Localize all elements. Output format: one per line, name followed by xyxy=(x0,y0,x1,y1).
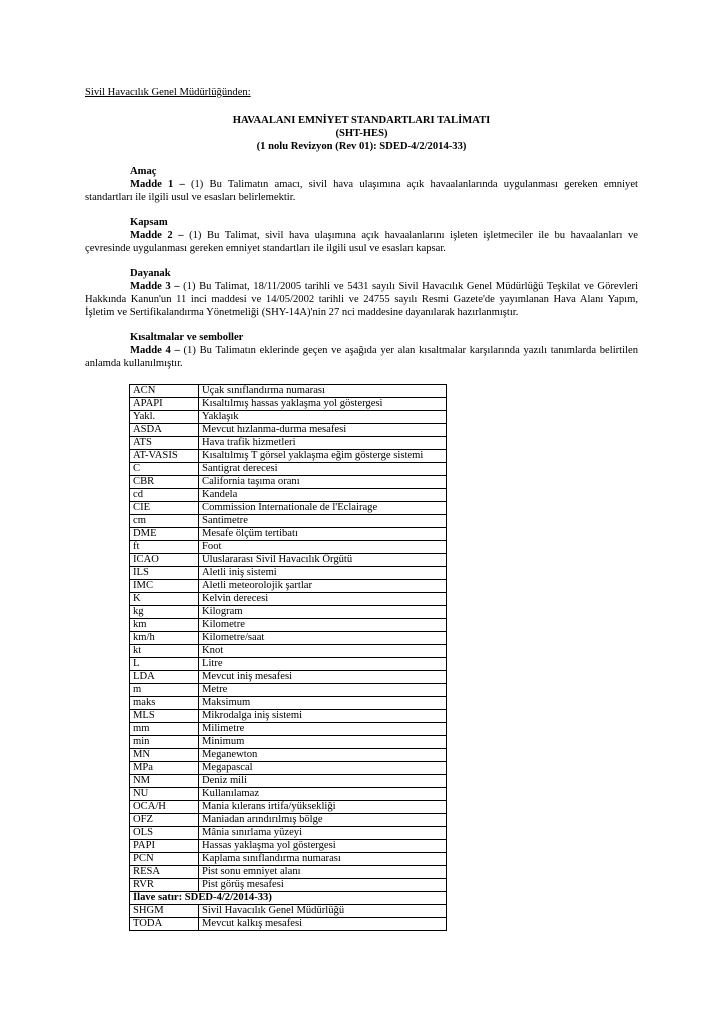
definition-cell: Deniz mili xyxy=(199,775,447,788)
abbreviation-cell: OFZ xyxy=(130,814,199,827)
definition-cell: Mevcut iniş mesafesi xyxy=(199,671,447,684)
abbreviation-cell: TODA xyxy=(130,918,199,931)
abbreviation-cell: kg xyxy=(130,606,199,619)
abbreviation-cell: MLS xyxy=(130,710,199,723)
section-paragraph xyxy=(85,280,638,319)
table-row xyxy=(130,801,447,814)
abbreviation-cell: ATS xyxy=(130,437,199,450)
issuing-organization: Sivil Havacılık Genel Müdürlüğünden: xyxy=(85,87,251,98)
table-row xyxy=(130,684,447,697)
abbreviation-cell: APAPI xyxy=(130,398,199,411)
table-row xyxy=(130,463,447,476)
abbreviation-cell: DME xyxy=(130,528,199,541)
article-text: (1) Bu Talimatın amacı, sivil hava ulaşımına açık havaalanlarında uygulanması gereken emniyet standartları ile ilgili usul ve esasları belirlemektir. xyxy=(85,179,638,203)
abbreviation-cell: km xyxy=(130,619,199,632)
abbreviation-cell: MPa xyxy=(130,762,199,775)
section-heading: Kısaltmalar ve semboller xyxy=(130,332,244,343)
section-kisaltmalar xyxy=(85,331,638,370)
article-number: Madde 1 – xyxy=(130,179,185,190)
definition-cell: Hassas yaklaşma yol göstergesi xyxy=(199,840,447,853)
definition-cell: Minimum xyxy=(199,736,447,749)
definition-cell: Mevcut hızlanma-durma mesafesi xyxy=(199,424,447,437)
article-number: Madde 4 – xyxy=(130,345,180,356)
definition-cell: Kısaltılmış hassas yaklaşma yol göstergesi xyxy=(199,398,447,411)
abbreviation-cell: IMC xyxy=(130,580,199,593)
abbreviation-cell: kt xyxy=(130,645,199,658)
abbreviation-cell: OLS xyxy=(130,827,199,840)
table-row xyxy=(130,762,447,775)
section-kapsam xyxy=(85,216,638,255)
definition-cell: Commission Internationale de l'Eclairage xyxy=(199,502,447,515)
section-dayanak xyxy=(85,267,638,319)
definition-cell: Pist sonu emniyet alanı xyxy=(199,866,447,879)
definition-cell: Maniadan arındırılmış bölge xyxy=(199,814,447,827)
table-row xyxy=(130,541,447,554)
table-row xyxy=(130,437,447,450)
document-page xyxy=(85,86,638,931)
table-row xyxy=(130,658,447,671)
section-paragraph xyxy=(85,178,638,204)
table-row xyxy=(130,918,447,931)
table-row xyxy=(130,905,447,918)
abbreviation-cell: PCN xyxy=(130,853,199,866)
definition-cell: Kaplama sınıflandırma numarası xyxy=(199,853,447,866)
abbreviation-cell: maks xyxy=(130,697,199,710)
table-row xyxy=(130,593,447,606)
table-row xyxy=(130,632,447,645)
abbreviation-cell: SHGM xyxy=(130,905,199,918)
table-row xyxy=(130,554,447,567)
table-row xyxy=(130,645,447,658)
abbreviation-cell: mm xyxy=(130,723,199,736)
section-heading: Kapsam xyxy=(130,217,168,228)
definition-cell: Mesafe ölçüm tertibatı xyxy=(199,528,447,541)
definition-cell: Mevcut kalkış mesafesi xyxy=(199,918,447,931)
definition-cell: Mânia sınırlama yüzeyi xyxy=(199,827,447,840)
abbreviation-cell: CBR xyxy=(130,476,199,489)
document-title: HAVAALANI EMNİYET STANDARTLARI TALİMATI xyxy=(232,115,491,126)
table-row xyxy=(130,840,447,853)
table-row xyxy=(130,450,447,463)
table-row xyxy=(130,736,447,749)
table-row xyxy=(130,567,447,580)
definition-cell: Kullanılamaz xyxy=(199,788,447,801)
article-text: (1) Bu Talimatın eklerinde geçen ve aşağıda yer alan kısaltmalar karşılarında yazılı tanımlarda belirtilen anlamda kullanılmıştır. xyxy=(85,345,638,369)
table-row xyxy=(130,671,447,684)
abbreviation-cell: K xyxy=(130,593,199,606)
table-row xyxy=(130,502,447,515)
definition-cell: Sivil Havacılık Genel Müdürlüğü xyxy=(199,905,447,918)
article-number: Madde 3 – xyxy=(130,281,180,292)
definition-cell: Mania kılerans irtifa/yüksekliği xyxy=(199,801,447,814)
abbreviation-cell: CIE xyxy=(130,502,199,515)
abbreviation-cell: min xyxy=(130,736,199,749)
definition-cell: Maksimum xyxy=(199,697,447,710)
table-row xyxy=(130,398,447,411)
definition-cell: Litre xyxy=(199,658,447,671)
abbreviation-cell: NM xyxy=(130,775,199,788)
definition-cell: Foot xyxy=(199,541,447,554)
abbreviation-cell: ILS xyxy=(130,567,199,580)
table-row xyxy=(130,697,447,710)
definition-cell: Kilogram xyxy=(199,606,447,619)
table-row xyxy=(130,606,447,619)
table-row xyxy=(130,710,447,723)
abbreviation-cell: OCA/H xyxy=(130,801,199,814)
abbreviation-cell: C xyxy=(130,463,199,476)
table-row xyxy=(130,892,447,905)
definition-cell: Metre xyxy=(199,684,447,697)
abbreviation-cell: RVR xyxy=(130,879,199,892)
article-text: (1) Bu Talimat, 18/11/2005 tarihli ve 5431 sayılı Sivil Havacılık Genel Müdürlüğü Teşkilat ve Görevleri Hakkında Kanun'un 11 inci maddesi ve 14/05/2002 tarihli ve 24755 sayılı Resmi Gazete'de yayımlanan Hava Alanı Yapım, İşletim ve Sertifikalandırma Yönetmeliği (SHY-14A)'nin 27 nci maddesine dayanılarak hazırlanmıştır. xyxy=(85,281,639,318)
table-row xyxy=(130,476,447,489)
table-row xyxy=(130,853,447,866)
definition-cell: Kandela xyxy=(199,489,447,502)
abbreviation-cell: MN xyxy=(130,749,199,762)
table-row xyxy=(130,775,447,788)
table-note-cell: İlave satır: SDED-4/2/2014-33) xyxy=(130,892,447,905)
abbreviation-cell: ASDA xyxy=(130,424,199,437)
abbreviation-cell: RESA xyxy=(130,866,199,879)
definition-cell: Kilometre xyxy=(199,619,447,632)
definition-cell: Kısaltılmış T görsel yaklaşma eğim gösterge sistemi xyxy=(199,450,447,463)
section-heading: Dayanak xyxy=(130,268,171,279)
definition-cell: Uçak sınıflandırma numarası xyxy=(199,385,447,398)
definition-cell: Yaklaşık xyxy=(199,411,447,424)
abbreviation-cell: PAPI xyxy=(130,840,199,853)
abbreviation-cell: m xyxy=(130,684,199,697)
table-row xyxy=(130,723,447,736)
definition-cell: Hava trafik hizmetleri xyxy=(199,437,447,450)
table-row xyxy=(130,528,447,541)
definition-cell: Aletli meteorolojik şartlar xyxy=(199,580,447,593)
table-row xyxy=(130,749,447,762)
section-paragraph xyxy=(85,229,638,255)
table-row xyxy=(130,411,447,424)
table-row xyxy=(130,619,447,632)
definition-cell: Aletli iniş sistemi xyxy=(199,567,447,580)
abbreviation-cell: cd xyxy=(130,489,199,502)
definition-cell: California taşıma oranı xyxy=(199,476,447,489)
definition-cell: Pist görüş mesafesi xyxy=(199,879,447,892)
article-number: Madde 2 – xyxy=(130,230,184,241)
table-row xyxy=(130,827,447,840)
table-row xyxy=(130,866,447,879)
abbreviation-cell: L xyxy=(130,658,199,671)
document-title-block xyxy=(85,114,638,153)
table-row xyxy=(130,489,447,502)
table-row xyxy=(130,788,447,801)
table-row xyxy=(130,424,447,437)
table-row xyxy=(130,814,447,827)
abbreviations-table-body xyxy=(130,385,447,931)
abbreviation-cell: cm xyxy=(130,515,199,528)
table-row xyxy=(130,515,447,528)
abbreviation-cell: ft xyxy=(130,541,199,554)
abbreviation-cell: AT-VASIS xyxy=(130,450,199,463)
abbreviations-table xyxy=(129,384,447,931)
definition-cell: Uluslararası Sivil Havacılık Örgütü xyxy=(199,554,447,567)
definition-cell: Milimetre xyxy=(199,723,447,736)
definition-cell: Kelvin derecesi xyxy=(199,593,447,606)
abbreviation-cell: NU xyxy=(130,788,199,801)
definition-cell: Santimetre xyxy=(199,515,447,528)
definition-cell: Knot xyxy=(199,645,447,658)
abbreviation-cell: Yakl. xyxy=(130,411,199,424)
table-row xyxy=(130,385,447,398)
section-paragraph xyxy=(85,344,638,370)
abbreviation-cell: LDA xyxy=(130,671,199,684)
article-text: (1) Bu Talimat, sivil hava ulaşımına açık havaalanlarını işleten işletmeciler ile bu havaalanları ve çevresinde uygulanması gereken emniyet standartları ile ilgili usul ve esasları kapsar. xyxy=(85,230,639,254)
table-row xyxy=(130,580,447,593)
definition-cell: Kilometre/saat xyxy=(199,632,447,645)
document-code: (SHT-HES) xyxy=(335,128,388,139)
definition-cell: Megapascal xyxy=(199,762,447,775)
section-heading: Amaç xyxy=(130,166,157,177)
document-revision: (1 nolu Revizyon (Rev 01): SDED-4/2/2014-33) xyxy=(256,141,467,152)
definition-cell: Santigrat derecesi xyxy=(199,463,447,476)
table-row xyxy=(130,879,447,892)
abbreviation-cell: ACN xyxy=(130,385,199,398)
abbreviation-cell: km/h xyxy=(130,632,199,645)
abbreviation-cell: ICAO xyxy=(130,554,199,567)
definition-cell: Meganewton xyxy=(199,749,447,762)
definition-cell: Mikrodalga iniş sistemi xyxy=(199,710,447,723)
section-amac xyxy=(85,165,638,204)
